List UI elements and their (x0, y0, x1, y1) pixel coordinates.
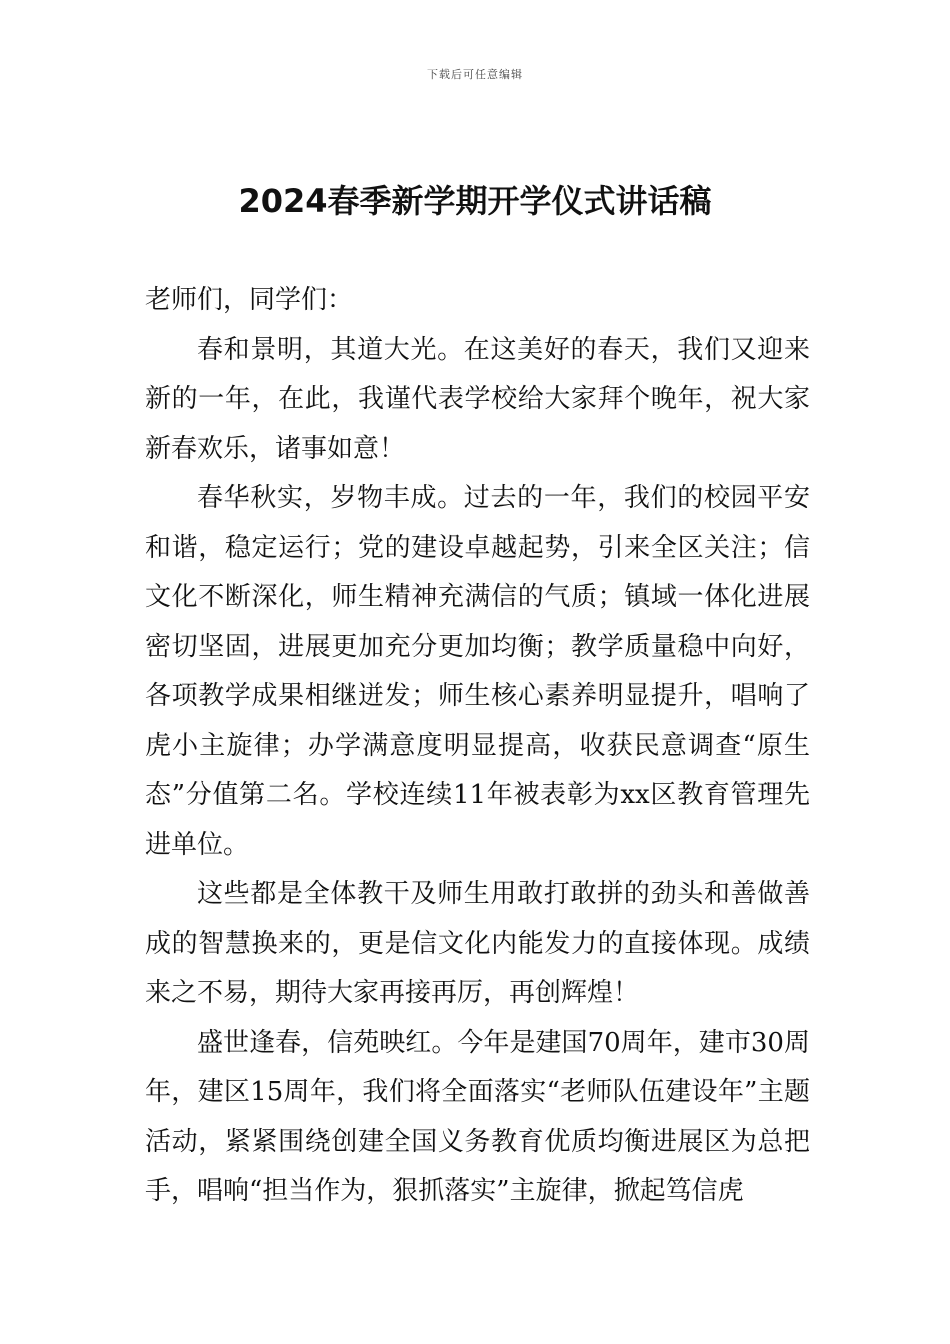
header-note: 下载后可任意编辑 (427, 68, 523, 81)
paragraph-4: 盛世逢春，信苑映红。今年是建国70周年，建市30周年，建区15周年，我们将全面落实“老师队伍建设年”主题活动，紧紧围绕创建全国义务教育优质均衡进展区为总把手，唱响“担当作为，狠抓落实”主旋律，掀起笃信虎 (145, 1027, 810, 1206)
paragraph-3: 这些都是全体教干及师生用敢打敢拼的劲头和善做善成的智慧换来的，更是信文化内能发力的直接体现。成绩来之不易，期待大家再接再厉，再创辉煌！ (145, 879, 810, 1008)
paragraph-1: 春和景明，其道大光。在这美好的春天，我们又迎来新的一年，在此，我谨代表学校给大家拜个晚年，祝大家新春欢乐，诸事如意！ (145, 334, 810, 464)
salutation: 老师们，同学们： (145, 285, 354, 315)
paragraph-2: 春华秋实，岁物丰成。过去的一年，我们的校园平安和谐，稳定运行；党的建设卓越起势，引来全区关注；信文化不断深化，师生精神充满信的气质；镇域一体化进展密切坚固，进展更加充分更加均衡；教学质量稳中向好，各项教学成果相继迸发；师生核心素养明显提升，唱响了虎小主旋律；办学满意度明显提高，收获民意调查“原生态”分值第二名。学校连续11年被表彰为xx区教育管理先进单位。 (145, 483, 810, 860)
document-body (145, 276, 810, 1217)
document-title: 2024春季新学期开学仪式讲话稿 (238, 182, 712, 220)
